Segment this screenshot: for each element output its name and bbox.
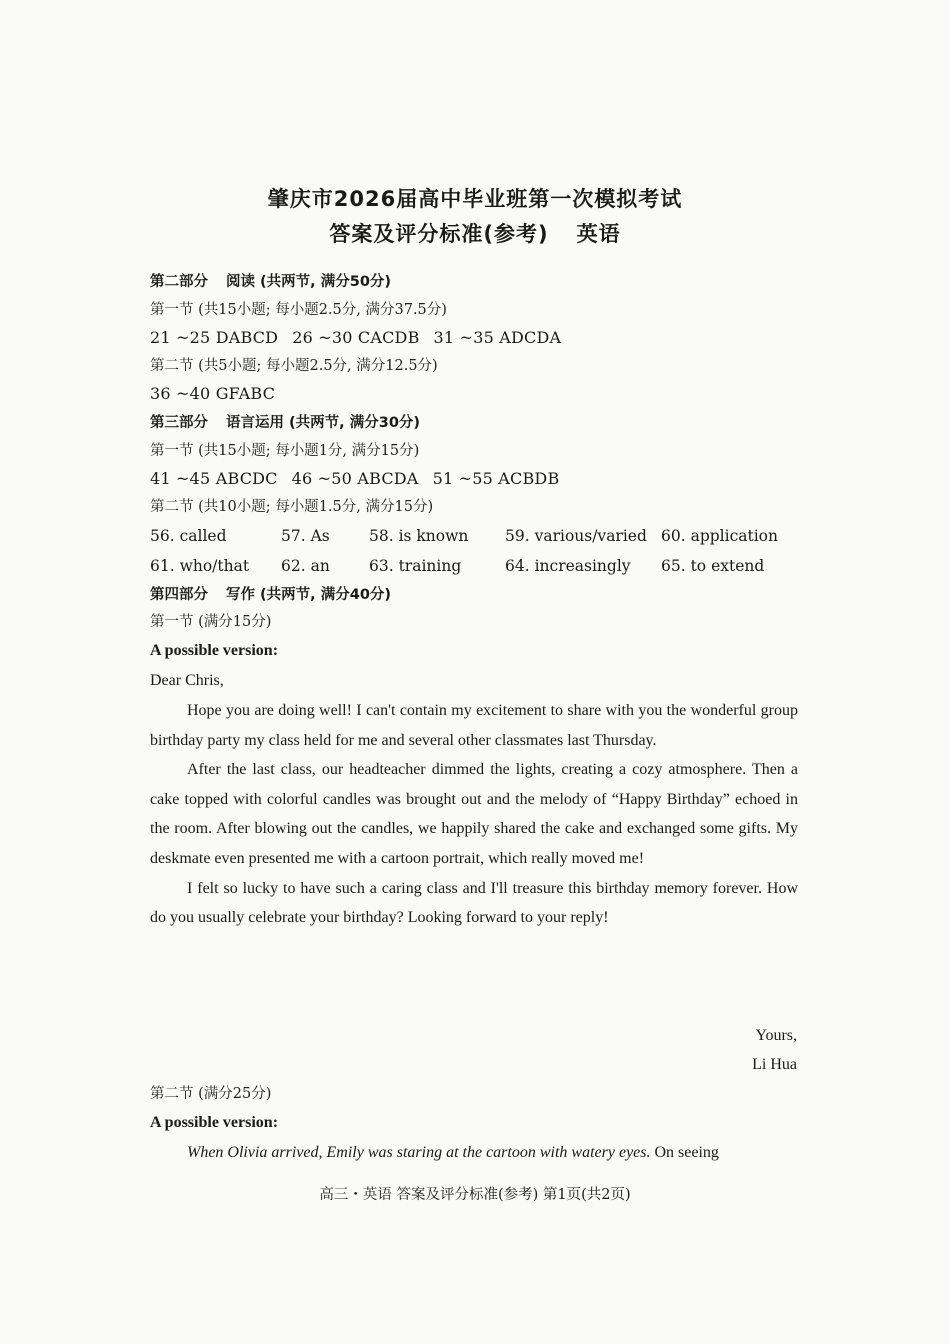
fill-answer: 65. to extend — [661, 557, 765, 575]
part4-heading — [150, 585, 391, 605]
document-subtitle — [0, 218, 950, 248]
answer-group: 46 ~50 ABCDA — [291, 469, 419, 488]
fill-answer: 59. various/varied — [505, 527, 647, 545]
part4-title: 写作 (共两节, 满分40分) — [226, 587, 392, 603]
possible-version-label-2: A possible version: — [150, 1114, 279, 1131]
fill-answer: 61. who/that — [150, 557, 250, 575]
answer-group: 31 ~35 ADCDA — [433, 328, 562, 347]
part3-title: 语言运用 (共两节, 满分30分) — [226, 415, 421, 431]
part2-section2-desc: 第二节 (共5小题; 每小题2.5分, 满分12.5分) — [150, 358, 438, 374]
answer-group: 26 ~30 CACDB — [292, 328, 420, 347]
answer-group: 36 ~40 GFABC — [150, 384, 276, 403]
letter-signature: Li Hua — [752, 1056, 797, 1073]
letter-salutation: Dear Chris, — [150, 672, 224, 689]
fill-answers-row2 — [150, 556, 810, 576]
subject-label: 英语 — [576, 222, 621, 246]
part2-section1-desc: 第一节 (共15小题; 每小题2.5分, 满分37.5分) — [150, 302, 447, 318]
answer-group: 41 ~45 ABCDC — [150, 469, 278, 488]
letter-closing: Yours, — [755, 1027, 797, 1044]
continuation-rest: On seeing — [654, 1144, 719, 1161]
part4-name: 第四部分 — [150, 587, 208, 603]
exam-title: 肇庆市2026届高中毕业班第一次模拟考试 — [267, 187, 683, 211]
answer-group: 21 ~25 DABCD — [150, 328, 279, 347]
part2-heading — [150, 272, 391, 292]
part3-heading — [150, 413, 420, 433]
part3-section1-answers — [150, 469, 573, 489]
fill-answer: 57. As — [281, 527, 330, 545]
answer-group: 51 ~55 ACBDB — [432, 469, 560, 488]
part2-section1-answers — [150, 328, 575, 348]
part3-name: 第三部分 — [150, 415, 208, 431]
part4-section1-desc: 第一节 (满分15分) — [150, 614, 272, 630]
part2-name: 第二部分 — [150, 274, 208, 290]
part3-section1-desc: 第一节 (共15小题; 每小题1分, 满分15分) — [150, 443, 420, 459]
fill-answer: 56. called — [150, 527, 227, 545]
fill-answer: 64. increasingly — [505, 557, 631, 575]
letter-paragraph: Hope you are doing well! I can't contain my excitement to share with you the wonderful group birthday party my class held for me and several other classmates last Thursday. — [150, 702, 798, 749]
part2-section2-answers — [150, 384, 289, 404]
letter-body — [150, 696, 798, 933]
possible-version-label: A possible version: — [150, 642, 279, 659]
fill-answer: 60. application — [661, 527, 778, 545]
letter-paragraph: After the last class, our headteacher dimmed the lights, creating a cozy atmosphere. Then a cake topped with colorful candles was brought out and the melody of “Happy Birthday” echoed in the room. After blowing out the candles, we happily shared the cake and exchanged some gifts. My deskmate even presented me with a cartoon portrait, which really moved me! — [150, 761, 798, 867]
fill-answer: 58. is known — [369, 527, 469, 545]
page-footer: 高三・英语 答案及评分标准(参考) 第1页(共2页) — [319, 1187, 631, 1203]
continuation-italic: When Olivia arrived, Emily was staring at the cartoon with watery eyes. — [187, 1144, 651, 1161]
part3-section2-desc: 第二节 (共10小题; 每小题1.5分, 满分15分) — [150, 499, 434, 515]
part2-title: 阅读 (共两节, 满分50分) — [226, 274, 392, 290]
part4-section2-desc: 第二节 (满分25分) — [150, 1086, 272, 1102]
subtitle-text: 答案及评分标准(参考) — [329, 222, 549, 246]
continuation-start — [150, 1143, 798, 1163]
fill-answers-row1 — [150, 526, 810, 546]
letter-paragraph: I felt so lucky to have such a caring class and I'll treasure this birthday memory forever. How do you usually celebrate your birthday? Looking forward to your reply! — [150, 879, 798, 927]
fill-answer: 63. training — [369, 557, 462, 575]
fill-answer: 62. an — [281, 557, 330, 575]
